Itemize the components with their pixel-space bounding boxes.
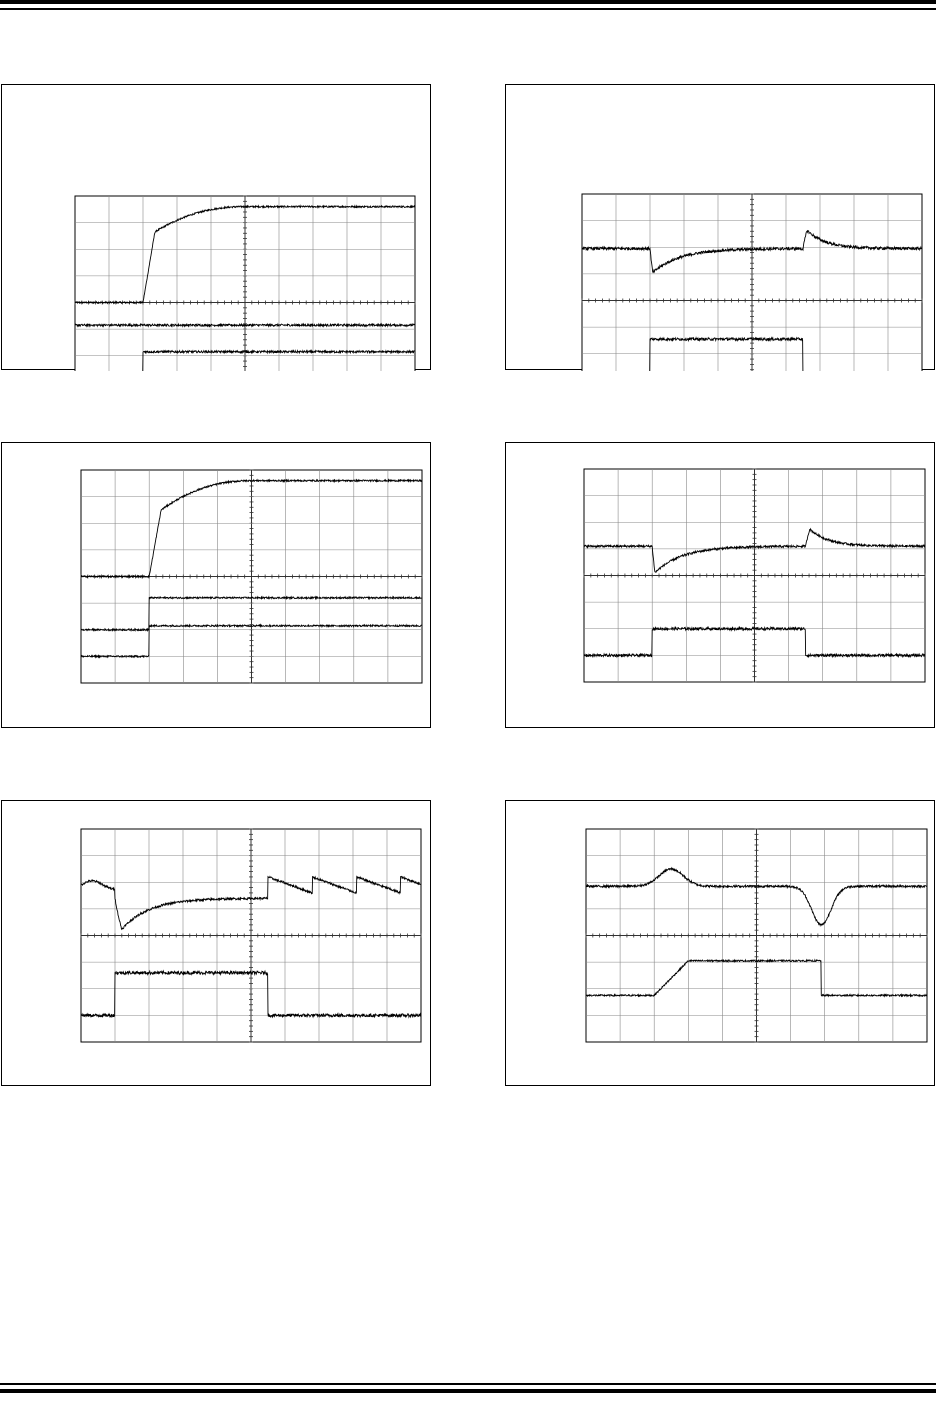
top-rule-thick [0,0,936,4]
scope-panel [505,84,935,370]
oscilloscope-plot [2,443,432,729]
bottom-rule-thin [0,1383,936,1385]
scope-panel [1,800,431,1086]
scope-panel [505,800,935,1086]
scope-panel [1,442,431,728]
oscilloscope-plot [506,801,936,1087]
scope-panel [505,442,935,728]
bottom-rule-thick [0,1389,936,1393]
oscilloscope-plot [506,85,936,371]
scope-panel [1,84,431,370]
oscilloscope-plot [506,443,936,729]
oscilloscope-plot [2,801,432,1087]
oscilloscope-plot [2,85,432,371]
top-rule-thin [0,8,936,10]
